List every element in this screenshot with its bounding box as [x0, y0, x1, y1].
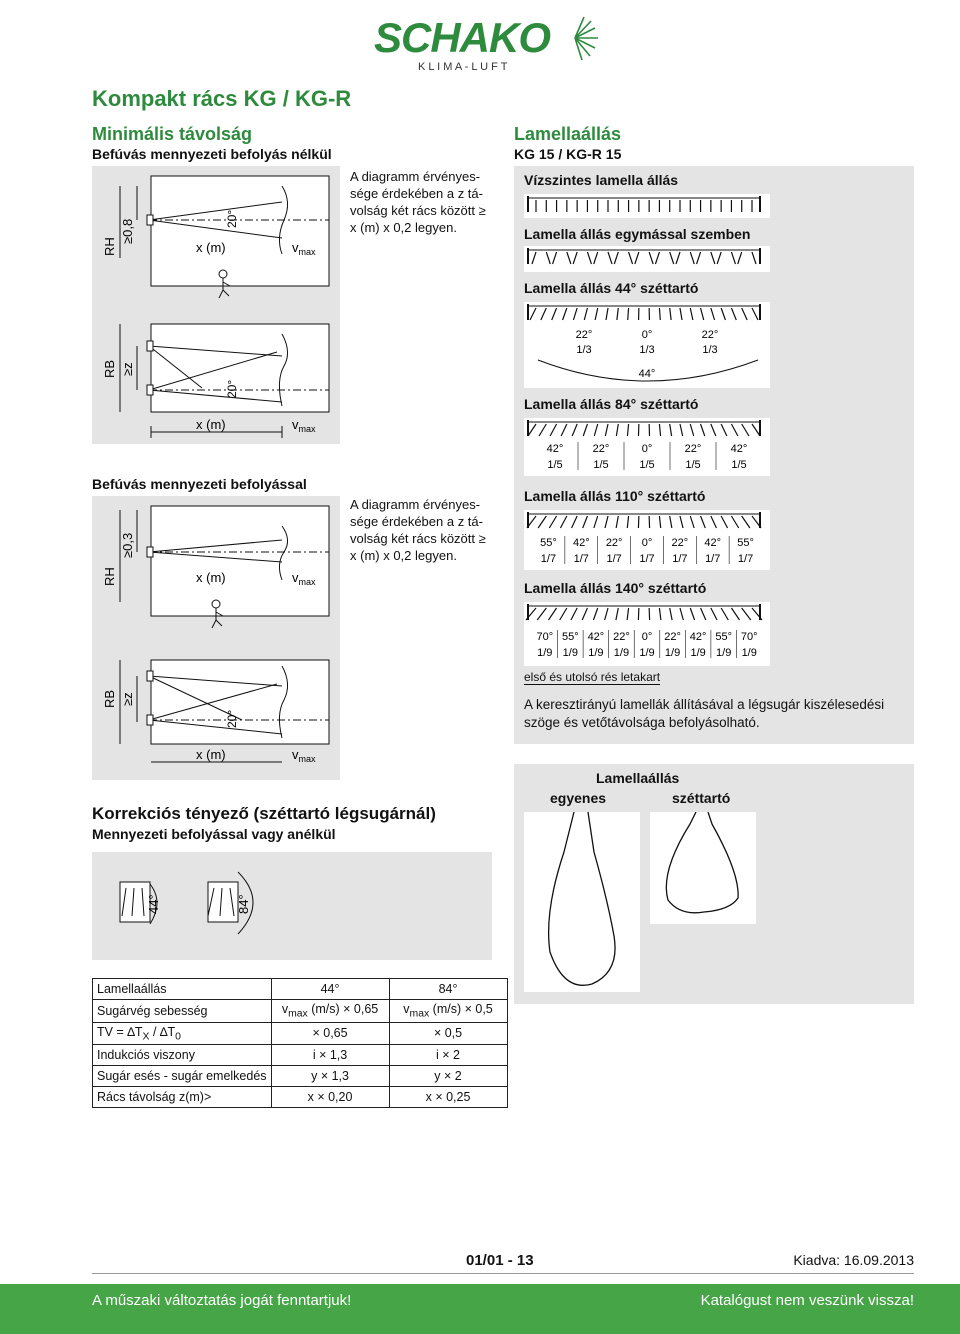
- lamella-angle-label: 22°: [613, 631, 630, 643]
- lamella-blade: [711, 308, 715, 320]
- label-spread110: Lamella állás 110° széttartó: [524, 488, 706, 504]
- cell-84: x × 0,25: [389, 1087, 507, 1108]
- lamella-blade: [731, 608, 739, 620]
- lamella-angle-label: 22°: [664, 631, 681, 643]
- label-rh-2: RH: [102, 567, 117, 586]
- lamella-angle-label: 22°: [592, 443, 610, 455]
- lamella-blade: [561, 424, 567, 436]
- lamella-blade: [546, 252, 550, 264]
- lamella-blade: [594, 424, 597, 436]
- lamella-fraction-label: 1/9: [588, 647, 604, 659]
- lamella-angle-label: 42°: [572, 537, 590, 549]
- issued-date: Kiadva: 16.09.2013: [793, 1252, 914, 1268]
- lamella-blade: [655, 252, 659, 264]
- lamella-blade: [635, 252, 639, 264]
- lamella-blade: [549, 516, 556, 528]
- label-gez-b: ≥z: [120, 692, 135, 706]
- label-xm-b: x (m): [196, 417, 226, 432]
- correction-table: [92, 978, 508, 1108]
- label-gez-a: ≥z: [120, 362, 135, 376]
- lamella-blade: [530, 308, 536, 320]
- lamella-blade: [605, 424, 608, 436]
- lamella-blade: [572, 516, 578, 528]
- row-label: Rács távolság z(m)>: [93, 1087, 272, 1108]
- note-validity-1: [350, 168, 486, 236]
- lamella-angle-label: 55°: [715, 631, 732, 643]
- note-line: volság két rács között ≥: [350, 203, 486, 218]
- lamella-blade: [659, 424, 660, 436]
- lamella-blade: [690, 424, 693, 436]
- lamella-angle-label: 42°: [546, 443, 564, 455]
- cell-44: y × 1,3: [271, 1066, 389, 1087]
- arc44-label: 44°: [638, 368, 656, 380]
- lamella-blade: [711, 608, 717, 620]
- lamella-blade: [742, 424, 749, 436]
- lamella-blade: [572, 424, 577, 436]
- label-horizontal: Vízszintes lamella állás: [524, 172, 679, 188]
- header-cell: 44°: [271, 979, 389, 1000]
- label-vmax-d: $v_{max}$: [292, 747, 316, 764]
- correction-subtitle: Mennyezeti befolyással vagy anélkül: [92, 826, 336, 842]
- lamella-blade: [587, 252, 591, 264]
- lamella-fraction-label: 1/9: [690, 647, 706, 659]
- lamella-row-44: [524, 302, 770, 388]
- cell-84: $v_{max}$ (m/s) × 0,5: [389, 1000, 507, 1023]
- lamella-angle-label: 42°: [704, 537, 722, 549]
- lamella-blade: [532, 252, 536, 264]
- lamella-angle-label: 22°: [684, 443, 702, 455]
- lamella-blade: [731, 308, 736, 320]
- correction-table-wrap: [92, 978, 508, 1108]
- lamella-blade: [617, 308, 618, 320]
- lamella-blade: [571, 608, 577, 620]
- lamella-blade: [721, 608, 728, 620]
- lamella-blade: [649, 252, 653, 264]
- cell-84: i × 2: [389, 1045, 507, 1066]
- lamella-blade: [721, 424, 727, 436]
- lamella-fraction-label: 1/7: [639, 553, 655, 565]
- lamella-blade: [616, 516, 618, 528]
- lamella-blade: [583, 424, 587, 436]
- lamella-blade: [528, 424, 536, 436]
- lamella-row-horizontal: [524, 194, 770, 218]
- lamella-blade: [680, 516, 683, 528]
- lamella-fraction-label: 1/7: [737, 553, 754, 565]
- label-vmax-c: $v_{max}$: [292, 570, 316, 587]
- lamella-blade: [627, 608, 628, 620]
- lamella-blade: [717, 252, 721, 264]
- angle-84-label: 84°: [236, 894, 251, 914]
- lamella-blade: [608, 252, 612, 264]
- lamella-blade: [553, 252, 557, 264]
- lamella-row-140: [524, 602, 770, 666]
- label-deg20-a: 20°: [225, 209, 239, 228]
- lamella-fraction-label: 1/5: [731, 459, 747, 471]
- page-title: Kompakt rács KG / KG-R: [92, 86, 352, 111]
- lamella-blade: [680, 308, 682, 320]
- lamella-angle-label: 22°: [671, 537, 689, 549]
- note-line: sége érdekében a z tá-: [350, 186, 483, 201]
- lamella-fraction-label: 1/5: [639, 459, 655, 471]
- frac44-1: 1/3: [639, 344, 655, 356]
- lamella-blade: [701, 308, 704, 320]
- cell-44: × 0,65: [271, 1022, 389, 1045]
- lamella-angle-label: 55°: [540, 537, 557, 549]
- lamella-blade: [548, 608, 556, 620]
- frac44-0: 1/3: [576, 344, 592, 356]
- label-spread84: Lamella állás 84° széttartó: [524, 396, 699, 412]
- lamella-blade: [563, 308, 567, 320]
- correction-angle-diagram: [92, 852, 492, 960]
- lamella-blade: [614, 252, 618, 264]
- lamella-blade: [582, 608, 587, 620]
- note-line: x (m) x 0,2 legyen.: [350, 220, 457, 235]
- lamella-angle-label: 42°: [689, 631, 707, 643]
- lamella-fraction-label: 1/9: [639, 647, 655, 659]
- lamella-blade: [593, 608, 597, 620]
- lamella-fraction-label: 1/5: [547, 459, 563, 471]
- page-number: 01/01 - 13: [466, 1252, 534, 1269]
- lamella-blade: [670, 516, 672, 528]
- lamella-blade: [731, 252, 735, 264]
- cell-84: y × 2: [389, 1066, 507, 1087]
- lamella-blade: [616, 608, 618, 620]
- lamella-blade: [711, 252, 715, 264]
- lamella-fraction-label: 1/9: [664, 647, 681, 659]
- lamella-fraction-label: 1/7: [573, 553, 589, 565]
- lamella-blade: [605, 608, 608, 620]
- lamella-blade: [616, 424, 618, 436]
- lamella-title: Lamellaállás: [514, 124, 622, 144]
- lamella-blade: [711, 424, 716, 436]
- lamella-blade: [752, 252, 756, 264]
- frac44-2: 1/3: [702, 344, 718, 356]
- note-gap: első és utolsó rés letakart: [524, 670, 661, 684]
- label-vmax-b: $v_{max}$: [292, 417, 316, 434]
- lamella-fraction-label: 1/9: [613, 647, 630, 659]
- label-deg20-c: 20°: [225, 709, 239, 728]
- lamella-blade: [690, 308, 693, 320]
- lamella-angle-label: 0°: [641, 631, 653, 643]
- table-row: [93, 1087, 508, 1108]
- lamella-blade: [541, 308, 546, 320]
- note-cross: [524, 696, 884, 732]
- label-xm-d: x (m): [196, 747, 226, 762]
- lamella-angle-label: 22°: [605, 537, 623, 549]
- lamella-angle-label: 42°: [730, 443, 748, 455]
- lamella-fraction-label: 1/5: [685, 459, 701, 471]
- lamella-fraction-label: 1/9: [716, 647, 732, 659]
- note-cross-line-1: A keresztirányú lamellák állításával a légsugár kiszélesedési: [524, 697, 885, 712]
- lamella-blade: [742, 308, 747, 320]
- lamella-blade: [676, 252, 680, 264]
- schako-logo-icon: [370, 14, 600, 74]
- correction-title: Korrekciós tényező (széttartó légsugárnál): [92, 804, 436, 823]
- lamella-blade: [690, 252, 694, 264]
- lamella-blade: [690, 608, 694, 620]
- lamella-angle-label: 42°: [587, 631, 605, 643]
- lamella-blade: [606, 308, 608, 320]
- lamella-blade: [752, 308, 758, 320]
- lamella-fraction-label: 1/9: [741, 647, 757, 659]
- table-header-row: [93, 979, 508, 1000]
- note-line: volság két rács között ≥: [350, 531, 486, 546]
- label-deg20-b: 20°: [225, 379, 239, 398]
- lamella-blade: [697, 252, 701, 264]
- label-xm-c: x (m): [196, 570, 226, 585]
- jet-title: Lamellaállás: [596, 770, 680, 786]
- lamella-blade: [731, 516, 738, 528]
- lamella-row-parallel: [524, 246, 770, 272]
- lamella-subtitle: KG 15 / KG-R 15: [514, 146, 622, 162]
- lamella-angle-label: 55°: [737, 537, 754, 549]
- note-line: x (m) x 0,2 legyen.: [350, 548, 457, 563]
- lamella-blade: [567, 252, 571, 264]
- lamella-blade: [550, 424, 556, 436]
- lamella-blade: [573, 252, 577, 264]
- lamella-blade: [659, 516, 660, 528]
- lamella-fraction-label: 1/7: [540, 553, 557, 565]
- note-cross-line-2: szöge és vetőtávolsága befolyásolható.: [524, 715, 760, 730]
- lamella-blade: [659, 608, 660, 620]
- label-vmax-a: $v_{max}$: [292, 240, 316, 257]
- cell-84: × 0,5: [389, 1022, 507, 1045]
- lamella-blade: [539, 424, 546, 436]
- lamella-fraction-label: 1/7: [672, 553, 688, 565]
- note-validity-2: [350, 496, 486, 564]
- lamella-blade: [738, 252, 742, 264]
- min-distance-title: Minimális távolság: [92, 124, 253, 144]
- footer-left: A műszaki változtatás jogát fenntartjuk!: [92, 1292, 352, 1309]
- footer-page-row: [92, 1252, 914, 1274]
- lamella-row-84: [524, 418, 770, 476]
- lamella-angle-label: 0°: [641, 537, 653, 549]
- note-line: A diagramm érvényes-: [350, 497, 481, 512]
- lamella-blade: [721, 516, 727, 528]
- min-distance-panel-2: [92, 496, 340, 780]
- angle44-2: 22°: [701, 329, 719, 341]
- footer-right: Katalógust nem veszünk vissza!: [700, 1292, 914, 1309]
- jet-straight-label: egyenes: [550, 790, 607, 806]
- lamella-blade: [742, 516, 750, 528]
- lamella-fraction-label: 1/5: [593, 459, 609, 471]
- lamella-blade: [670, 424, 672, 436]
- lamella-blade: [670, 308, 671, 320]
- lamella-blade: [659, 308, 660, 320]
- table-row: [93, 1066, 508, 1087]
- diagram-no-ceiling: [92, 166, 340, 444]
- header-cell: 84°: [389, 979, 507, 1000]
- lamella-blade: [721, 308, 725, 320]
- lamella-blade: [552, 308, 557, 320]
- angle-44-label: 44°: [146, 894, 161, 914]
- lamella-blade: [701, 516, 706, 528]
- footer-bar: [0, 1284, 960, 1334]
- label-spread140: Lamella állás 140° széttartó: [524, 580, 707, 596]
- section-with-ceiling: Befúvás mennyezeti befolyással: [92, 476, 307, 492]
- lamella-blade: [560, 516, 566, 528]
- label-rb-2: RB: [102, 689, 117, 708]
- label-ge08: ≥0,8: [120, 218, 135, 244]
- lamella-angle-label: 70°: [536, 631, 554, 643]
- row-label: Indukciós viszony: [93, 1045, 272, 1066]
- correction-angle-panel: [92, 852, 492, 960]
- lamella-blade: [537, 608, 546, 620]
- lamella-blade: [628, 308, 629, 320]
- label-ge03: ≥0,3: [120, 532, 135, 558]
- jet-spread-shape: [650, 812, 756, 924]
- lamella-angle-label: 0°: [641, 443, 653, 455]
- lamella-blade: [701, 608, 706, 620]
- row-label: Sugárvég sebesség: [93, 1000, 272, 1023]
- label-parallel: Lamella állás egymással szemben: [524, 226, 751, 242]
- lamella-blade: [670, 252, 674, 264]
- row-label: TV = $\Delta T_X / \Delta T_0$: [93, 1022, 272, 1045]
- lamella-fraction-label: 1/7: [606, 553, 622, 565]
- lamella-blade: [627, 424, 628, 436]
- note-line: A diagramm érvényes-: [350, 169, 481, 184]
- diagram-with-ceiling: [92, 496, 340, 780]
- section-no-ceiling: Befúvás mennyezeti befolyás nélkül: [92, 146, 332, 162]
- lamella-blade: [742, 608, 751, 620]
- logo: [370, 14, 600, 74]
- lamella-fraction-label: 1/9: [537, 647, 553, 659]
- min-distance-panel-1: [92, 166, 340, 444]
- lamella-row-110: [524, 510, 770, 570]
- lamella-blade: [627, 516, 628, 528]
- label-rh: RH: [102, 237, 117, 256]
- row-label: Sugár esés - sugár emelkedés: [93, 1066, 272, 1087]
- lamella-panel: [514, 166, 914, 744]
- label-rb: RB: [102, 359, 117, 378]
- lamella-fraction-label: 1/7: [705, 553, 721, 565]
- lamella-blade: [595, 308, 598, 320]
- lamella-fraction-label: 1/9: [562, 647, 578, 659]
- table-row: [93, 1045, 508, 1066]
- lamella-blade: [573, 308, 577, 320]
- note-line: sége érdekében a z tá-: [350, 514, 483, 529]
- logo-tagline: K L I M A - L U F T: [418, 61, 508, 73]
- table-row: [93, 1022, 508, 1045]
- lamella-blade: [538, 516, 546, 528]
- angle44-0: 22°: [575, 329, 593, 341]
- lamella-blade: [752, 424, 760, 436]
- lamella-blade: [629, 252, 633, 264]
- lamella-blade: [701, 424, 705, 436]
- logo-brand: SCHAKO: [374, 14, 551, 61]
- lamella-blade: [680, 424, 683, 436]
- label-spread44: Lamella állás 44° széttartó: [524, 280, 699, 296]
- lamella-angle-label: 55°: [562, 631, 579, 643]
- lamella-blade: [594, 516, 598, 528]
- header-cell: Lamellaállás: [93, 979, 272, 1000]
- cell-44: x × 0,20: [271, 1087, 389, 1108]
- jet-straight-shape: [524, 812, 640, 992]
- jet-spread-label: széttartó: [672, 790, 731, 806]
- lamella-blade: [584, 308, 587, 320]
- lamella-blade: [731, 424, 737, 436]
- jet-shape-panel: [514, 764, 914, 1004]
- label-xm-a: x (m): [196, 240, 226, 255]
- lamella-blade: [560, 608, 567, 620]
- lamella-blade: [594, 252, 598, 264]
- lamella-blade: [711, 516, 717, 528]
- lamella-blade: [680, 608, 683, 620]
- table-row: [93, 1000, 508, 1023]
- lamella-angle-label: 70°: [740, 631, 758, 643]
- lamella-blade: [670, 608, 672, 620]
- angle44-1: 0°: [641, 329, 653, 341]
- lamella-blade: [690, 516, 694, 528]
- cell-44: $v_{max}$ (m/s) × 0,65: [271, 1000, 389, 1023]
- lamella-blade: [583, 516, 588, 528]
- lamella-blade: [605, 516, 608, 528]
- cell-44: i × 1,3: [271, 1045, 389, 1066]
